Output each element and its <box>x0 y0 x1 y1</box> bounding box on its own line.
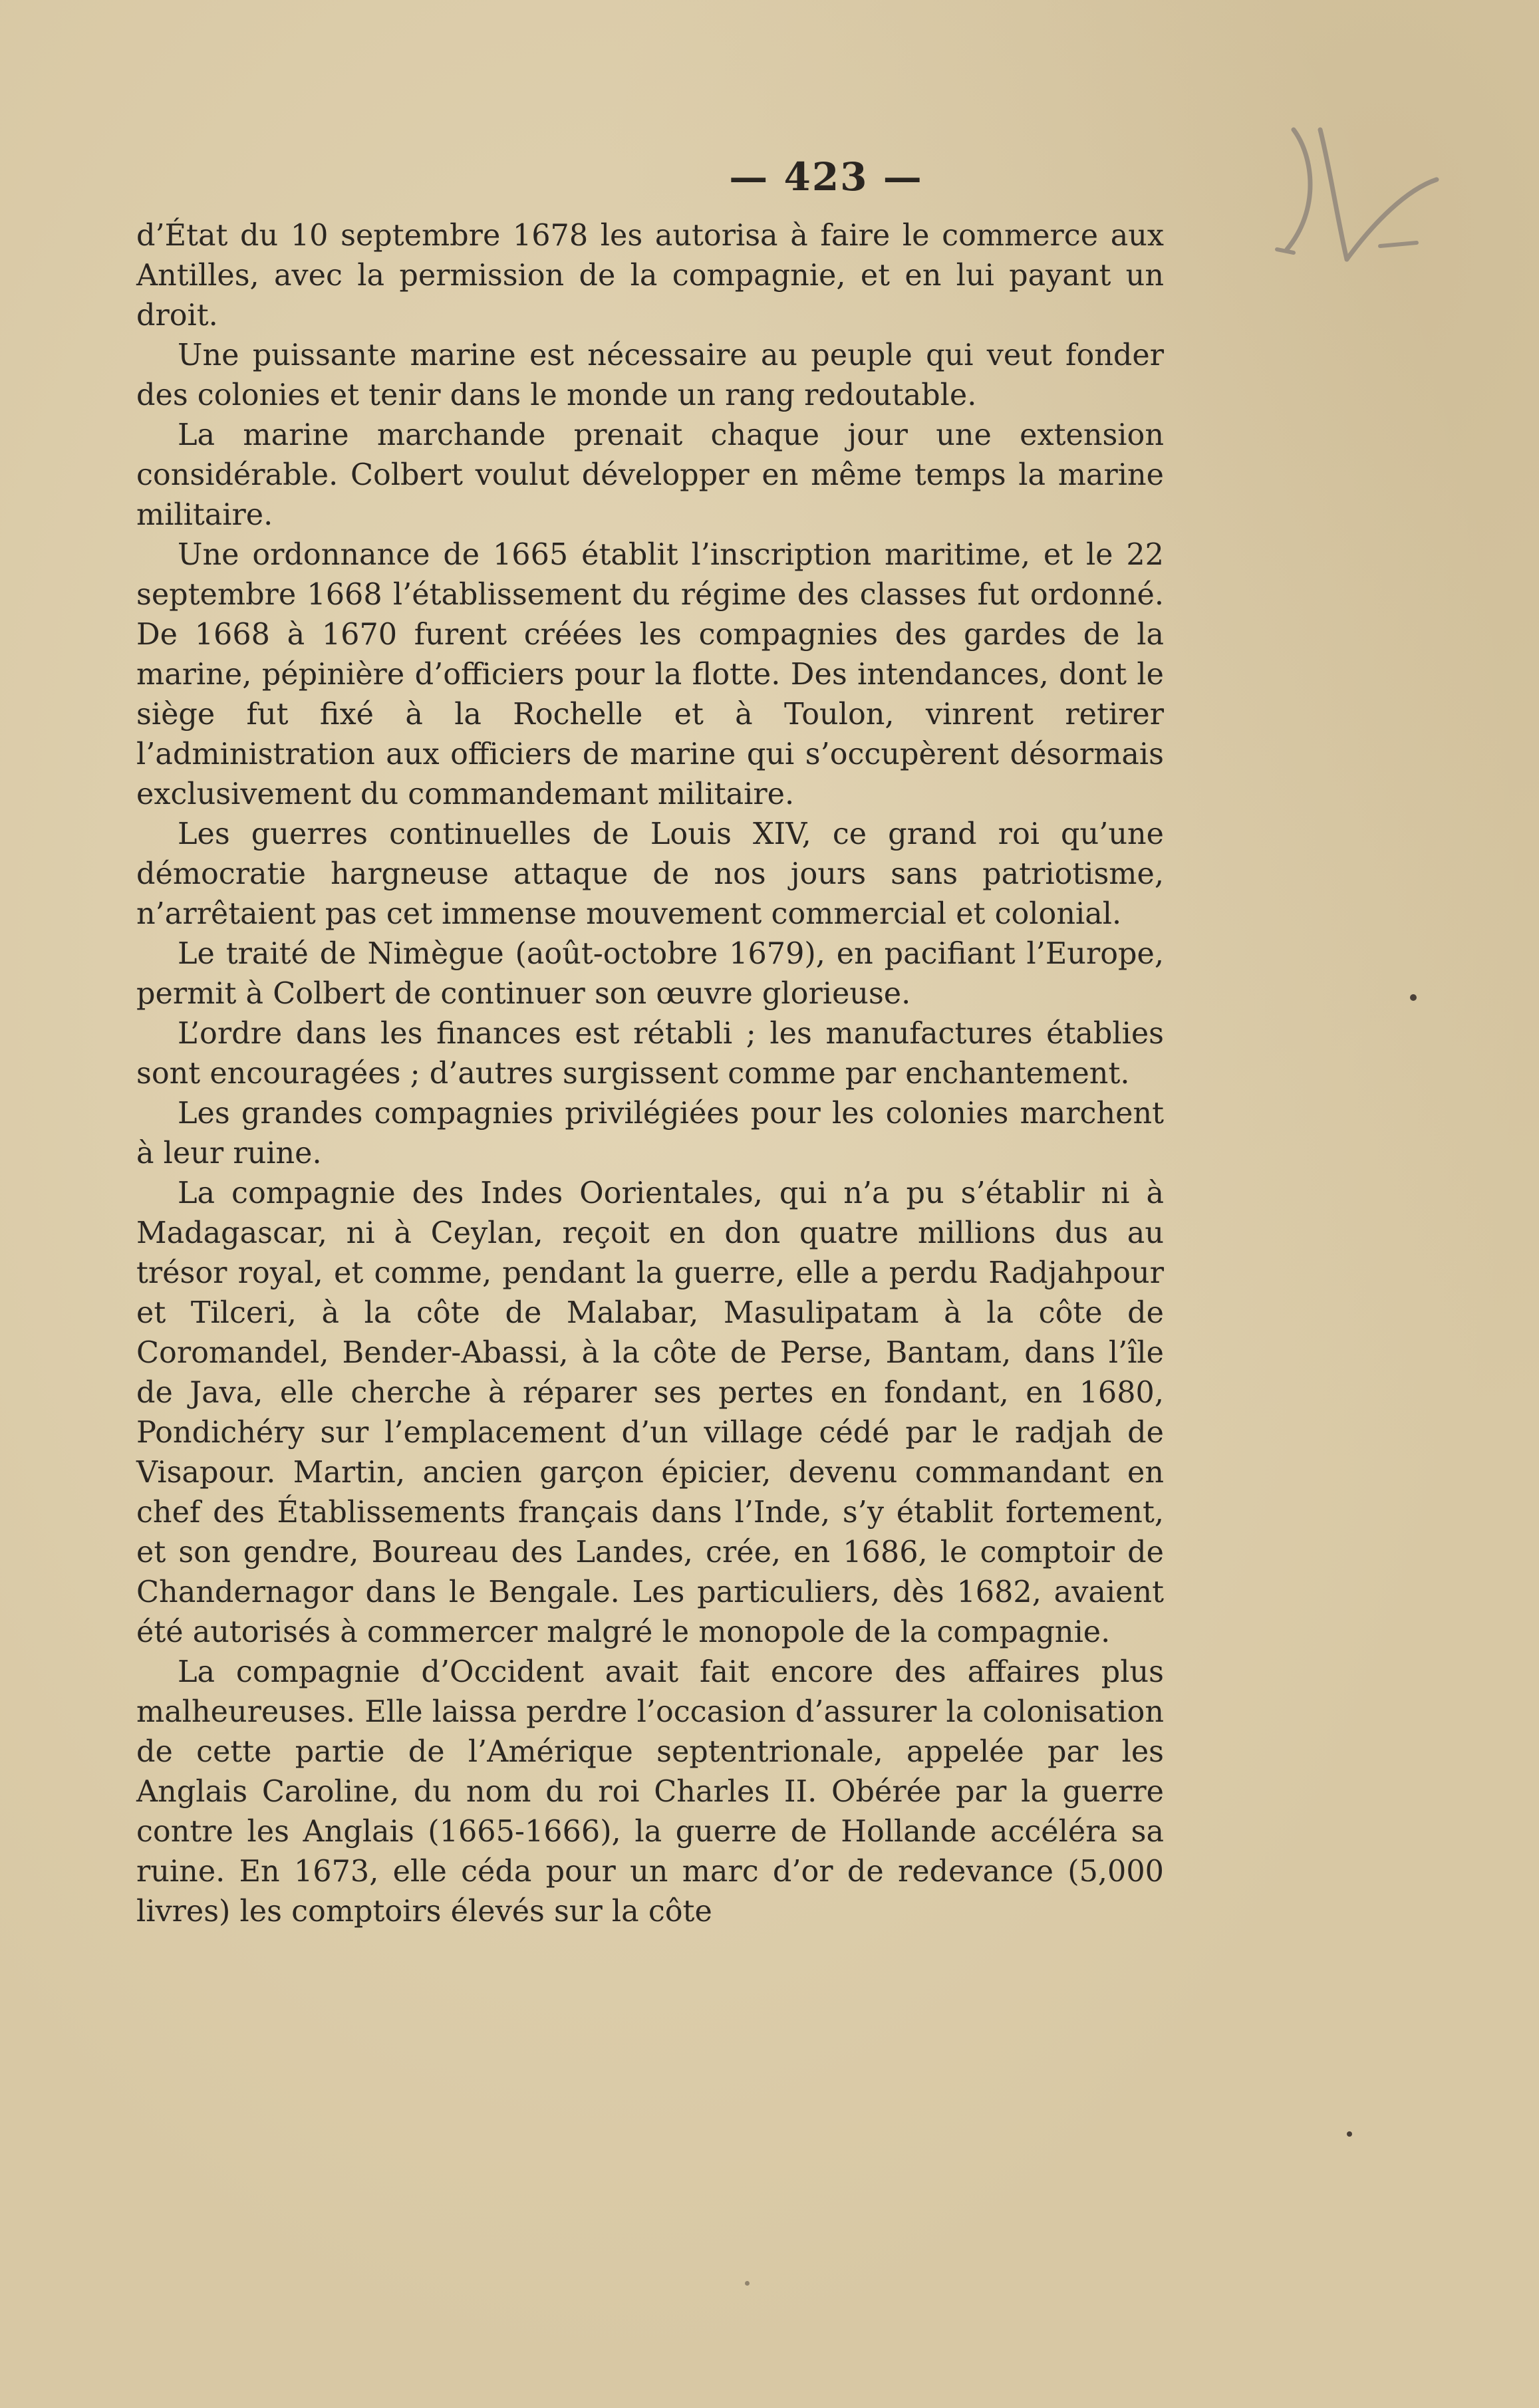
page-number: — 423 — <box>729 154 923 200</box>
body-text <box>136 216 1164 1932</box>
paragraph: L’ordre dans les finances est rétabli ; les manufactures établies sont encouragées ; d’autres surgissent comme par enchantement. <box>136 1017 1164 1091</box>
paragraph: Le traité de Nimègue (août-octobre 1679), en pacifiant l’Europe, permit à Colbert de continuer son œuvre glorieuse. <box>136 937 1164 1011</box>
paragraph: Une puissante marine est nécessaire au peuple qui veut fonder des colonies et tenir dans le monde un rang redoutable. <box>136 338 1164 412</box>
paragraph: La marine marchande prenait chaque jour une extension considérable. Colbert voulut développer en même temps la marine militaire. <box>136 418 1164 532</box>
paragraph: Une ordonnance de 1665 établit l’inscription maritime, et le 22 septembre 1668 l’établissement du régime des classes fut ordonné. De 1668 à 1670 furent créées les compagnies des gardes de la marine, pépinière d’officiers pour la flotte. Des intendances, dont le siège fut fixé à la Rochelle et à Toulon, vinrent retirer l’administration aux officiers de marine qui s’occupèrent désormais exclusivement du commandemant militaire. <box>136 538 1164 811</box>
paragraph: Les guerres continuelles de Louis XIV, ce grand roi qu’une démocratie hargneuse attaque de nos jours sans patriotisme, n’arrêtaient pas cet immense mouvement commercial et colonial. <box>136 817 1164 931</box>
paragraph: d’État du 10 septembre 1678 les autorisa à faire le commerce aux Antilles, avec la permission de la compagnie, et en lui payant un droit. <box>136 219 1164 333</box>
paragraph: Les grandes compagnies privilégiées pour les colonies marchent à leur ruine. <box>136 1097 1164 1170</box>
paper-speck <box>745 2281 750 2286</box>
paper-speck <box>1410 994 1417 1001</box>
handwritten-annotation-icon <box>1274 116 1447 269</box>
paragraph: La compagnie d’Occident avait fait encore des affaires plus malheureuses. Elle laissa perdre l’occasion d’assurer la colonisation de cette partie de l’Amérique septentrionale, appelée par les Anglais Caroline, du nom du roi Charles II. Obérée par la guerre contre les Anglais (1665-1666), la guerre de Hollande accéléra sa ruine. En 1673, elle céda pour un marc d’or de redevance (5,000 livres) les comptoirs élevés sur la côte <box>136 1655 1164 1929</box>
paper-speck <box>1347 2131 1352 2137</box>
paragraph: La compagnie des Indes Oorientales, qui n’a pu s’établir ni à Madagascar, ni à Ceylan, reçoit en don quatre millions dus au trésor royal, et comme, pendant la guerre, elle a perdu Radjahpour et Tilceri, à la côte de Malabar, Masulipatam à la côte de Coromandel, Bender-Abassi, à la côte de Perse, Bantam, dans l’île de Java, elle cherche à réparer ses pertes en fondant, en 1680, Pondichéry sur l’emplacement d’un village cédé par le radjah de Visapour. Martin, ancien garçon épicier, devenu commandant en chef des Établissements français dans l’Inde, s’y établit fortement, et son gendre, Boureau des Landes, crée, en 1686, le comptoir de Chandernagor dans le Bengale. Les particuliers, dès 1682, avaient été autorisés à commercer malgré le monopole de la compagnie. <box>136 1176 1164 1649</box>
